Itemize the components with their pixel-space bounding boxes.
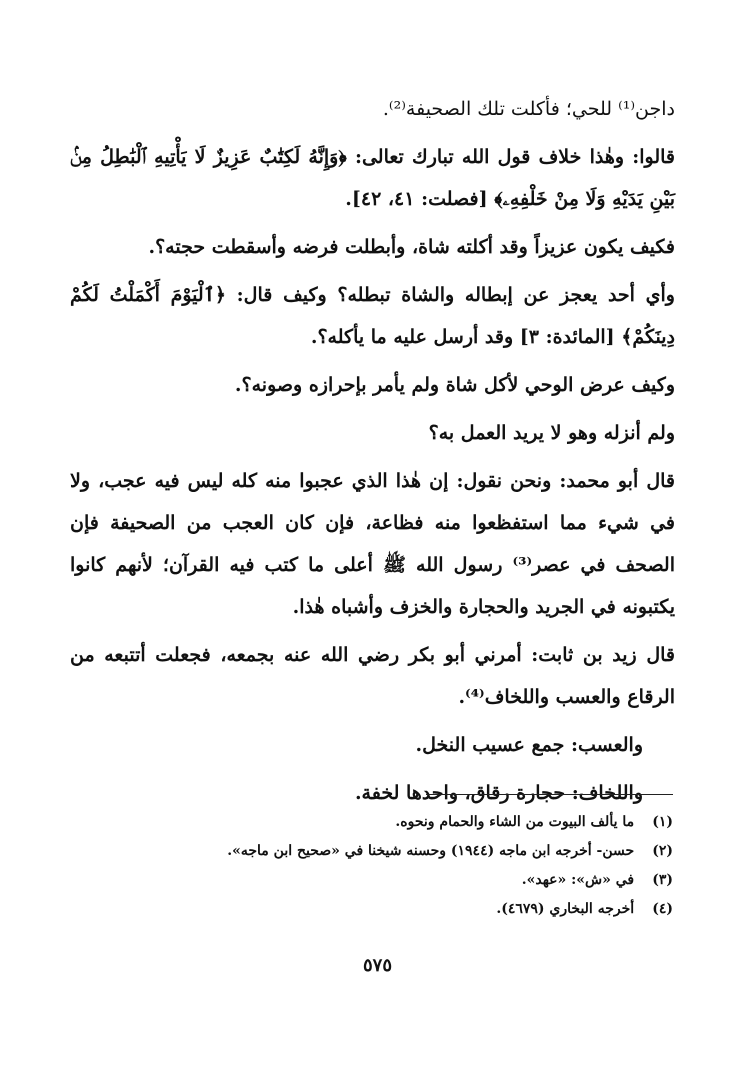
footnote [113, 866, 673, 895]
footnote-text: ما يألف البيوت من الشاء والحمام ونحوه. [395, 814, 635, 830]
footnote [113, 895, 673, 924]
footnote-text: حسن- أخرجه ابن ماجه (١٩٤٤) وحسنه شيخنا في «صحيح ابن ماجه». [227, 843, 635, 859]
footnote-number: (٣) [652, 872, 673, 888]
paragraph: قال زيد بن ثابت: أمرني أبو بكر رضي الله عنه بجمعه، فجعلت أتتبعه من الرقاع والعسب واللخاف⁽⁴⁾. [70, 644, 675, 708]
paragraph: والعسب: جمع عسيب النخل. [415, 734, 643, 756]
footnote-number: (٢) [652, 843, 673, 859]
paragraph: ولم أنزله وهو لا يريد العمل به؟ [428, 422, 675, 444]
paragraph: واللخاف: حجارة رقاق، واحدها لخفة. [354, 782, 643, 804]
footnote [113, 808, 673, 837]
paragraph: قال أبو محمد: ونحن نقول: إن هٰذا الذي عجبوا منه كله ليس فيه عجب، ولا في شيء مما استفظعوا منه فظاعة، فإن كان العجب من الصحيفة فإن الصحف في عصر⁽³⁾ رسول الله ﷺ أعلى ما كتب فيه القرآن؛ لأنهم كانوا يكتبونه في الجريد والحجارة والخزف وأشباه هٰذا. [70, 470, 675, 618]
paragraph: فكيف يكون عزيزاً وقد أكلته شاة، وأبطلت فرضه وأسقطت حجته؟. [148, 236, 675, 258]
footnote-number: (٤) [652, 901, 673, 917]
footnote-divider [426, 794, 673, 795]
paragraph: قالوا: وهٰذا خلاف قول الله تبارك تعالى: ﴿وَإِنَّهُ لَكِتَٰبٌ عَزِيزٌ لَا يَأْتِيهِ ٱلْبَٰطِلُ مِنۢ بَيْنِ يَدَيْهِ وَلَا مِنْ خَلْفِهِۦ﴾ [فصلت: ٤١، ٤٢]. [70, 146, 675, 210]
footnote-text: في «ش»: «عهد». [521, 872, 635, 888]
main-text [70, 88, 675, 820]
footnote-number: (١) [652, 814, 673, 830]
paragraph: داجن⁽¹⁾ للحي؛ فأكلت تلك الصحيفة⁽²⁾. [382, 98, 675, 120]
footnote [113, 837, 673, 866]
paragraph: وكيف عرض الوحي لأكل شاة ولم يأمر بإحرازه وصونه؟. [234, 374, 675, 396]
footnotes [113, 808, 673, 924]
footnote-text: أخرجه البخاري (٤٦٧٩). [496, 901, 635, 917]
page-number: ٥٧٥ [362, 955, 392, 976]
paragraph: وأي أحد يعجز عن إبطاله والشاة تبطله؟ وكيف قال: ﴿ٱلْيَوْمَ أَكْمَلْتُ لَكُمْ دِينَكُمْ﴾ [المائدة: ٣] وقد أرسل عليه ما يأكله؟. [70, 284, 675, 348]
